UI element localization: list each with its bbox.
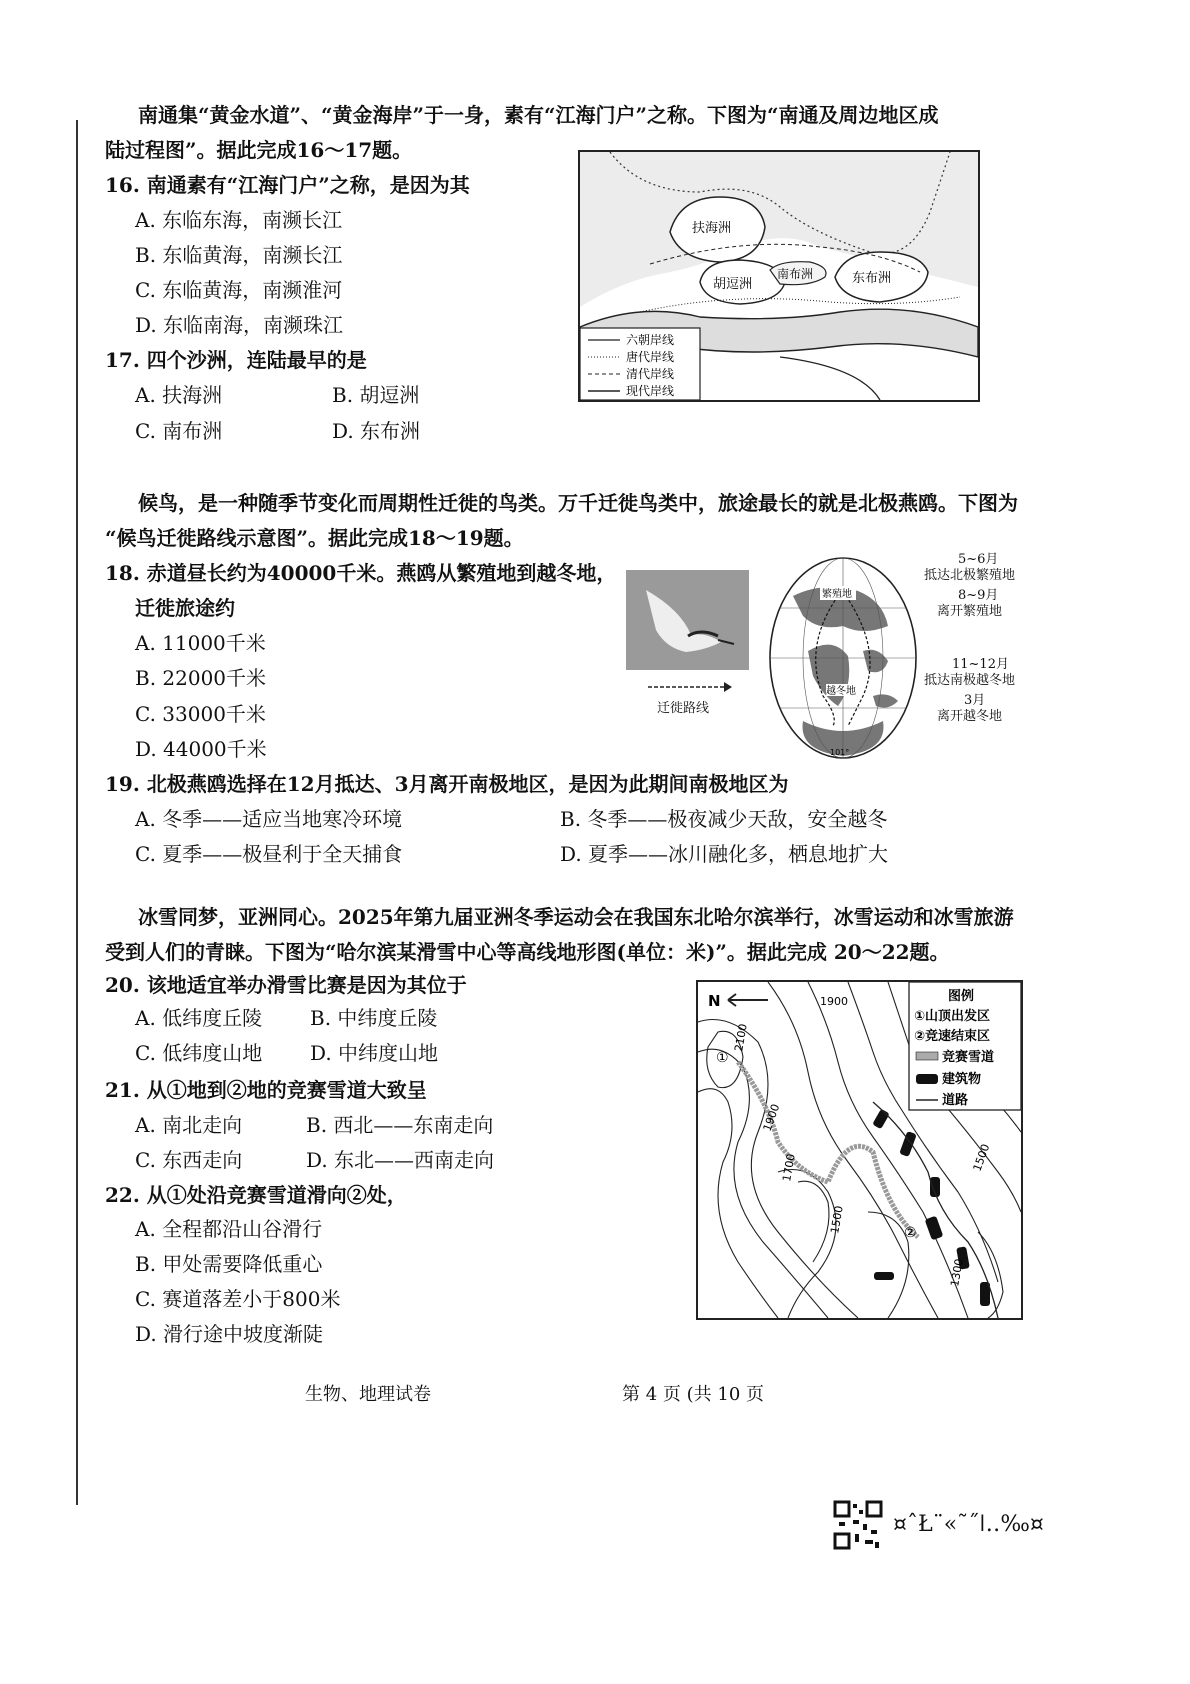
legend-finish-area: ②竞速结束区 xyxy=(914,1029,991,1044)
label-fuhaizhou: 扶海洲 xyxy=(692,221,732,236)
q22-stem: 22. 从①处沿竞赛雪道滑向②处， xyxy=(105,1183,407,1207)
note-march: 3月 xyxy=(964,693,986,708)
contour-label-2100: 2100 xyxy=(732,1022,750,1053)
q16-option-d[interactable]: D. 东临南海，南濒珠江 xyxy=(135,313,344,337)
label-dongbuzhou: 东布洲 xyxy=(852,271,892,286)
watermark-text: ¤ˆŁ¨«˜˝ǀ‥‰¤ xyxy=(893,1512,1044,1537)
contour-label-1300: 1300 xyxy=(948,1257,966,1288)
contour-label-1700: 1700 xyxy=(780,1152,798,1183)
q18-option-b[interactable]: B. 22000千米 xyxy=(135,666,267,690)
q22-option-a[interactable]: A. 全程都沿山谷滑行 xyxy=(135,1217,323,1241)
legend-start-area: ①山顶出发区 xyxy=(914,1009,991,1024)
legend-xiandai: 现代岸线 xyxy=(626,384,675,398)
note-may-june: 5~6月 xyxy=(958,552,999,567)
legend-building: 建筑物 xyxy=(942,1072,982,1087)
q18-option-d[interactable]: D. 44000千米 xyxy=(135,737,267,761)
contour-label-1900: 1900 xyxy=(760,1102,783,1134)
note-aug-sep: 8~9月 xyxy=(958,588,999,603)
q17-stem: 17. 四个沙洲，连陆最早的是 xyxy=(105,348,367,372)
note-leave-breeding: 离开繁殖地 xyxy=(937,604,1003,619)
q19-option-d[interactable]: D. 夏季——冰川融化多，栖息地扩大 xyxy=(560,842,889,866)
q22-option-d[interactable]: D. 滑行途中坡度渐陡 xyxy=(135,1322,324,1346)
q18-stem-line2: 迁徙旅途约 xyxy=(135,596,235,620)
legend-ski-run: 竞赛雪道 xyxy=(942,1050,995,1065)
q20-option-b[interactable]: B. 中纬度丘陵 xyxy=(310,1006,438,1030)
legend-road: 道路 xyxy=(942,1093,969,1108)
q18-option-c[interactable]: C. 33000千米 xyxy=(135,702,266,726)
note-arrive-arctic: 抵达北极繁殖地 xyxy=(924,568,1016,583)
q22-option-b[interactable]: B. 甲处需要降低重心 xyxy=(135,1252,323,1276)
q16-option-a[interactable]: A. 东临东海，南濒长江 xyxy=(135,208,343,232)
q22-option-c[interactable]: C. 赛道落差小于800米 xyxy=(135,1287,341,1311)
breeding-ground-label: 繁殖地 xyxy=(822,589,852,600)
legend-title: 图例 xyxy=(948,989,975,1004)
q19-option-a[interactable]: A. 冬季——适应当地寒冷环境 xyxy=(135,807,403,831)
contour-label-1500-left: 1500 xyxy=(828,1204,846,1235)
q19-stem: 19. 北极燕鸥选择在12月抵达、3月离开南极地区，是因为此期间南极地区为 xyxy=(105,772,789,796)
q19-option-c[interactable]: C. 夏季——极昼利于全天捕食 xyxy=(135,842,403,866)
q21-option-d[interactable]: D. 东北——西南走向 xyxy=(306,1148,495,1172)
passage2-line2: “候鸟迁徙路线示意图”。据此完成18～19题。 xyxy=(105,526,524,550)
legend-qingdai: 清代岸线 xyxy=(626,367,675,381)
q19-option-b[interactable]: B. 冬季——极夜减少天敌，安全越冬 xyxy=(560,807,888,831)
footer-page-number: 第 4 页 (共 10 页 xyxy=(622,1384,764,1405)
start-area-marker: ① xyxy=(716,1050,729,1066)
passage1-line1: 南通集“黄金水道”、“黄金海岸”于一身，素有“江海门户”之称。下图为“南通及周边地区成 xyxy=(138,103,939,127)
north-label: N xyxy=(708,992,721,1010)
q21-stem: 21. 从①地到②地的竞赛雪道大致呈 xyxy=(105,1078,427,1102)
q16-option-b[interactable]: B. 东临黄海，南濒长江 xyxy=(135,243,343,267)
q21-option-b[interactable]: B. 西北——东南走向 xyxy=(306,1113,494,1137)
q18-stem-line1: 18. 赤道昼长约为40000千米。燕鸥从繁殖地到越冬地， xyxy=(105,561,617,585)
migration-route-label: 迁徙路线 xyxy=(657,701,710,716)
q16-option-c[interactable]: C. 东临黄海，南濒淮河 xyxy=(135,278,343,302)
q17-option-d[interactable]: D. 东布洲 xyxy=(332,419,421,443)
footer-subject: 生物、地理试卷 xyxy=(305,1384,431,1405)
contour-map-svg xyxy=(698,982,1021,1318)
nantong-map-svg xyxy=(580,152,978,400)
note-nov-dec: 11~12月 xyxy=(952,657,1009,672)
q17-option-a[interactable]: A. 扶海洲 xyxy=(135,383,223,407)
margin-line xyxy=(76,120,78,1505)
north-arrow-icon xyxy=(728,994,768,1006)
passage1-line2: 陆过程图”。据此完成16～17题。 xyxy=(105,138,413,162)
q18-option-a[interactable]: A. 11000千米 xyxy=(135,631,266,655)
q21-option-a[interactable]: A. 南北走向 xyxy=(135,1113,243,1137)
qr-code-icon xyxy=(833,1500,883,1550)
note-leave-wintering: 离开越冬地 xyxy=(937,709,1003,724)
ski-contour-map xyxy=(696,980,1023,1320)
contour-label-1500-right: 1500 xyxy=(970,1142,993,1174)
q21-option-c[interactable]: C. 东西走向 xyxy=(135,1148,243,1172)
passage3-line2: 受到人们的青睐。下图为“哈尔滨某滑雪中心等高线地形图(单位：米)”。据此完成 20～22题。 xyxy=(105,940,950,964)
legend-liuchao: 六朝岸线 xyxy=(626,333,675,347)
label-hudouzhou: 胡逗洲 xyxy=(713,277,753,292)
arctic-tern-photo xyxy=(626,570,749,670)
migration-arrow-icon xyxy=(646,680,732,694)
note-arrive-antarctic: 抵达南极越冬地 xyxy=(924,673,1016,688)
contour-label-1900-top: 1900 xyxy=(820,995,848,1008)
nantong-map xyxy=(578,150,980,402)
meridian-label: 101° xyxy=(830,748,850,757)
q20-option-d[interactable]: D. 中纬度山地 xyxy=(310,1041,439,1065)
passage2-line1: 候鸟，是一种随季节变化而周期性迁徙的鸟类。万千迁徙鸟类中，旅途最长的就是北极燕鸥。下图为 xyxy=(138,491,1018,515)
tern-icon xyxy=(626,570,749,670)
finish-area-marker: ② xyxy=(904,1225,917,1241)
q17-option-b[interactable]: B. 胡逗洲 xyxy=(332,383,420,407)
legend-tangdai: 唐代岸线 xyxy=(626,350,675,364)
passage3-line1: 冰雪同梦，亚洲同心。2025年第九届亚洲冬季运动会在我国东北哈尔滨举行，冰雪运动和冰雪旅游 xyxy=(138,905,1014,929)
q20-option-c[interactable]: C. 低纬度山地 xyxy=(135,1041,263,1065)
q17-option-c[interactable]: C. 南布洲 xyxy=(135,419,223,443)
wintering-ground-label: 越冬地 xyxy=(826,686,856,697)
migration-globe-map xyxy=(768,556,918,761)
q20-stem: 20. 该地适宜举办滑雪比赛是因为其位于 xyxy=(105,973,467,997)
q20-option-a[interactable]: A. 低纬度丘陵 xyxy=(135,1006,263,1030)
q16-stem: 16. 南通素有“江海门户”之称，是因为其 xyxy=(105,173,470,197)
label-nanbuzhou: 南布洲 xyxy=(777,267,814,281)
